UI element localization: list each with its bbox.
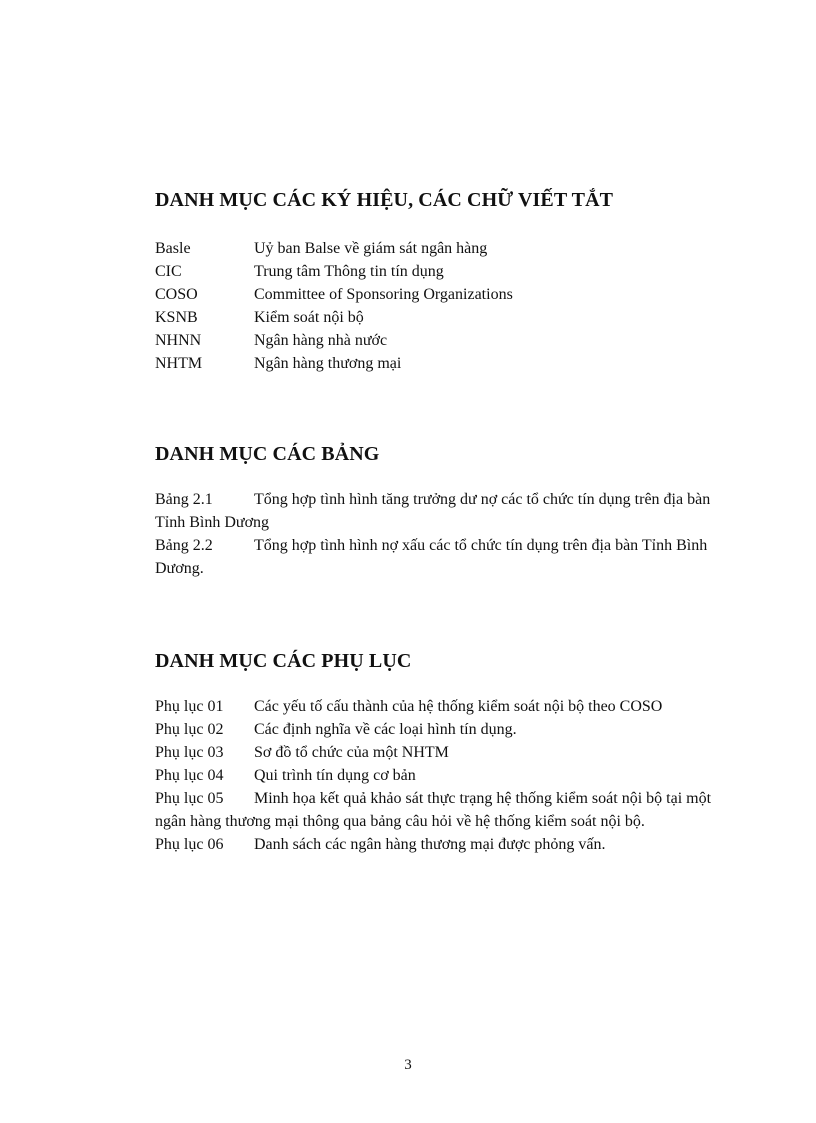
abbreviation-row xyxy=(155,260,513,283)
abbreviations-heading: DANH MỤC CÁC KÝ HIỆU, CÁC CHỮ VIẾT TẮT xyxy=(155,189,614,211)
appendix-desc: Minh họa kết quả khảo sát thực trạng hệ thống kiểm soát nội bộ tại một ngân hàng thương mại thông qua bảng câu hỏi về hệ thống kiểm soát nội bộ. xyxy=(155,790,712,830)
tables-heading: DANH MỤC CÁC BẢNG xyxy=(155,443,380,465)
appendix-desc: Các định nghĩa về các loại hình tín dụng. xyxy=(254,721,517,738)
abbreviation-term: COSO xyxy=(155,286,198,303)
abbreviation-row xyxy=(155,329,513,352)
appendix-entry xyxy=(155,741,740,764)
appendix-term: Phụ lục 01 xyxy=(155,698,224,715)
abbreviation-term: CIC xyxy=(155,263,182,280)
abbreviation-row xyxy=(155,237,513,260)
appendix-desc: Sơ đồ tổ chức của một NHTM xyxy=(254,744,449,761)
table-desc: Tổng hợp tình hình nợ xấu các tổ chức tín dụng trên địa bàn Tỉnh Bình Dương. xyxy=(155,537,708,577)
abbreviation-desc: Kiểm soát nội bộ xyxy=(254,309,364,326)
appendix-term: Phụ lục 06 xyxy=(155,836,224,853)
abbreviation-desc: Committee of Sponsoring Organizations xyxy=(254,286,513,303)
abbreviation-desc: Uỷ ban Balse về giám sát ngân hàng xyxy=(254,240,488,257)
abbreviation-term: Basle xyxy=(155,240,191,257)
tables-list xyxy=(155,488,740,580)
abbreviation-desc: Ngân hàng nhà nước xyxy=(254,332,388,349)
abbreviation-term: NHTM xyxy=(155,355,203,372)
abbreviation-desc: Ngân hàng thương mại xyxy=(254,355,402,372)
page-number: 3 xyxy=(404,1057,412,1073)
abbreviations-list xyxy=(155,237,513,375)
appendix-desc: Qui trình tín dụng cơ bản xyxy=(254,767,416,784)
abbreviation-desc: Trung tâm Thông tin tín dụng xyxy=(254,263,444,280)
appendix-term: Phụ lục 04 xyxy=(155,767,224,784)
abbreviation-row xyxy=(155,306,513,329)
table-desc: Tổng hợp tình hình tăng trưởng dư nợ các tổ chức tín dụng trên địa bàn Tỉnh Bình Dương xyxy=(155,491,711,531)
appendix-desc: Các yếu tố cấu thành của hệ thống kiểm soát nội bộ theo COSO xyxy=(254,698,663,715)
abbreviation-term: KSNB xyxy=(155,309,198,326)
appendix-term: Phụ lục 02 xyxy=(155,721,224,738)
appendix-term: Phụ lục 05 xyxy=(155,790,224,807)
appendix-term: Phụ lục 03 xyxy=(155,744,224,761)
appendix-entry xyxy=(155,833,740,856)
appendices-list xyxy=(155,695,740,856)
table-term: Bảng 2.2 xyxy=(155,537,213,554)
abbreviation-row xyxy=(155,352,513,375)
appendices-heading: DANH MỤC CÁC PHỤ LỤC xyxy=(155,650,412,672)
table-entry xyxy=(155,488,740,534)
table-entry xyxy=(155,534,740,580)
abbreviation-row xyxy=(155,283,513,306)
appendix-entry xyxy=(155,695,740,718)
appendix-entry xyxy=(155,718,740,741)
appendix-entry xyxy=(155,787,740,833)
abbreviation-term: NHNN xyxy=(155,332,202,349)
appendix-desc: Danh sách các ngân hàng thương mại được phỏng vấn. xyxy=(254,836,606,853)
appendix-entry xyxy=(155,764,740,787)
table-term: Bảng 2.1 xyxy=(155,491,213,508)
